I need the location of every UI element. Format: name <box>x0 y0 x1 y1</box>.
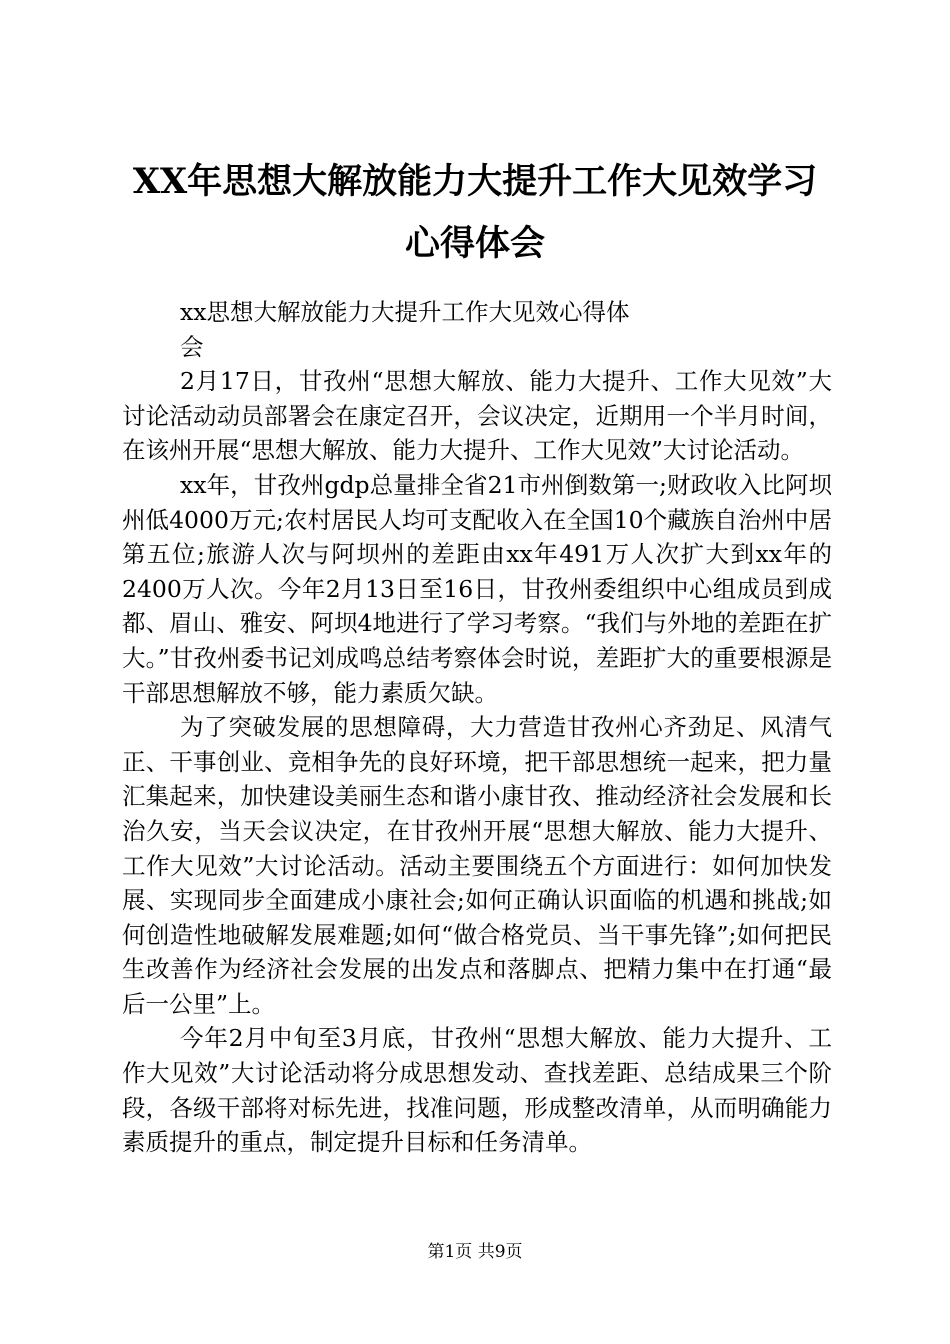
paragraph-1: 2月17日，甘孜州“思想大解放、能力大提升、工作大见效”大讨论活动动员部署会在康定召开，会议决定，近期用一个半月时间，在该州开展“思想大解放、能力大提升、工作大见效”大讨论活动。 <box>122 367 832 465</box>
paragraph-3: 为了突破发展的思想障碍，大力营造甘孜州心齐劲足、风清气正、干事创业、竞相争先的良好环境，把干部思想统一起来，把力量汇集起来，加快建设美丽生态和谐小康甘孜、推动经济社会发展和长治久安，当天会议决定，在甘孜州开展“思想大解放、能力大提升、工作大见效”大讨论活动。活动主要围绕五个方面进行：如何加快发展、实现同步全面建成小康社会;如何正确认识面临的机遇和挑战;如何创造性地破解发展难题;如何“做合格党员、当干事先锋”;如何把民生改善作为经济社会发展的出发点和落脚点、把精力集中在打通“最后一公里”上。 <box>122 713 832 1018</box>
document-title-line-2: 心得体会 <box>404 223 545 264</box>
page-number-footer: 第1页 共9页 <box>427 1242 523 1262</box>
paragraph-4: 今年2月中旬至3月底，甘孜州“思想大解放、能力大提升、工作大见效”大讨论活动将分成思想发动、查找差距、总结成果三个阶段，各级干部将对标先进，找准问题，形成整改清单，从而明确能力素质提升的重点，制定提升目标和任务清单。 <box>122 1024 832 1157</box>
document-subtitle: xx思想大解放能力大提升工作大见效心得体会 <box>180 298 630 361</box>
document-title-line-1: XX年思想大解放能力大提升工作大见效学习 <box>132 161 818 202</box>
document-body <box>122 295 832 1160</box>
paragraph-2: xx年，甘孜州gdp总量排全省21市州倒数第一;财政收入比阿坝州低4000万元;农村居民人均可支配收入在全国10个藏族自治州中居第五位;旅游人次与阿坝州的差距由xx年491万人次扩大到xx年的2400万人次。今年2月13日至16日，甘孜州委组织中心组成员到成都、眉山、雅安、阿坝4地进行了学习考察。“我们与外地的差距在扩大。”甘孜州委书记刘成鸣总结考察体会时说，差距扩大的重要根源是干部思想解放不够，能力素质欠缺。 <box>122 470 832 707</box>
